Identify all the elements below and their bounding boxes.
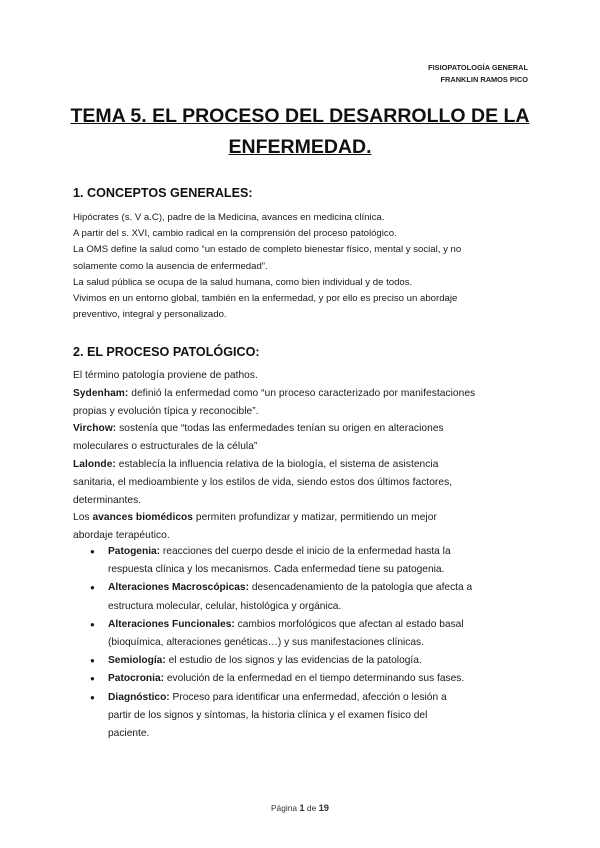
section-1-heading: 1. CONCEPTOS GENERALES:	[73, 186, 253, 200]
avances-label: avances biomédicos	[92, 512, 194, 524]
lalonde-line-1: Lalonde: establecía la influencia relativa de la biología, el sistema de asistencia	[73, 458, 439, 470]
bullet-icon: ●	[90, 583, 95, 593]
lalonde-line-3: determinantes.	[73, 494, 142, 506]
list-item: ● Semiología: el estudio de los signos y las evidencias de la patología.	[90, 652, 550, 670]
list-item: ● Patocronia: evolución de la enfermedad en el tiempo determinando sus fases.	[90, 670, 550, 688]
lalonde-label: Lalonde:	[73, 458, 116, 470]
virchow-line-2: moleculares o estructurales de la célula”	[73, 441, 258, 453]
header-author: FRANKLIN RAMOS PICO	[440, 75, 528, 84]
total-page-count: 19	[318, 802, 330, 813]
sydenham-line-1: Sydenham: definió la enfermedad como “un proceso caracterizado por manifestaciones	[73, 387, 476, 399]
paragraph-line: Hipócrates (s. V a.C), padre de la Medicina, avances en medicina clínica.	[73, 212, 385, 223]
bullet-icon: ●	[90, 656, 95, 666]
term-label: Patocronia:	[108, 673, 165, 685]
lalonde-line-2: sanitaria, el medioambiente y los estilos de vida, siendo estos dos últimos factores,	[73, 476, 453, 488]
paragraph-line: La OMS define la salud como “un estado de completo bienestar físico, mental y social, y no	[73, 244, 462, 256]
paragraph-line: La salud pública se ocupa de la salud humana, como bien individual y de todos.	[73, 276, 413, 288]
term-label: Patogenia:	[108, 546, 161, 557]
list-item: ● Patogenia: reacciones del cuerpo desde el inicio de la enfermedad hasta la respuesta clínica y los mecanismos. Cada enfermedad tiene su patogenia.	[90, 543, 550, 579]
term-label: Semiología:	[108, 655, 166, 667]
document-title	[60, 101, 540, 163]
title-line-1: TEMA 5. EL PROCESO DEL DESARROLLO DE LA	[70, 105, 530, 127]
bullet-icon: ●	[90, 674, 95, 684]
page-footer: Página 1 de 19	[270, 802, 330, 813]
title-line-2: ENFERMEDAD.	[228, 136, 372, 158]
bullet-icon: ●	[90, 547, 95, 556]
current-page-number: 1	[299, 802, 305, 813]
section-2-body	[73, 367, 543, 545]
paragraph-line: preventivo, integral y personalizado.	[73, 309, 227, 321]
term-label: Alteraciones Macroscópicas:	[108, 582, 249, 594]
term-label: Alteraciones Funcionales:	[108, 618, 235, 630]
virchow-label: Virchow:	[73, 423, 117, 435]
bullet-icon: ●	[90, 692, 95, 702]
header-subject: FISIOPATOLOGÍA GENERAL	[428, 63, 528, 72]
section-2-heading: 2. EL PROCESO PATOLÓGICO:	[73, 345, 260, 359]
sydenham-label: Sydenham:	[73, 387, 129, 399]
page-header	[428, 62, 528, 86]
concepts-bullet-list	[90, 543, 550, 743]
bullet-icon: ●	[90, 619, 95, 629]
list-item: ● Diagnóstico: Proceso para identificar una enfermedad, afección o lesión a partir de los signos y síntomas, la historia clínica y el examen físico del paciente.	[90, 689, 550, 744]
sydenham-line-2: propias y evolución típica y reconocible”.	[73, 405, 259, 417]
term-label: Diagnóstico:	[108, 691, 170, 703]
paragraph-line: Vivimos en un entorno global, también en la enfermedad, y por ello es preciso un abordaje	[73, 293, 458, 305]
avances-line-1: Los avances biomédicos permiten profundizar y matizar, permitiendo un mejor	[73, 512, 437, 524]
list-item: ● Alteraciones Macroscópicas: desencadenamiento de la patología que afecta a estructura molecular, celular, histológica y orgánica.	[90, 579, 550, 615]
avances-line-2: abordaje terapéutico.	[73, 530, 170, 542]
section-1-body	[73, 210, 543, 323]
virchow-line-1: Virchow: sostenía que “todas las enfermedades tenían su origen en alteraciones	[73, 423, 444, 435]
paragraph-line: A partir del s. XVI, cambio radical en la comprensión del proceso patológico.	[73, 228, 397, 240]
intro-line: El término patología proviene de pathos.	[73, 370, 258, 381]
list-item: ● Alteraciones Funcionales: cambios morfológicos que afectan al estado basal (bioquímica, alteraciones genéticas…) y sus manifestaciones clínicas.	[90, 616, 550, 652]
paragraph-line: solamente como la ausencia de enfermedad”.	[73, 260, 268, 272]
